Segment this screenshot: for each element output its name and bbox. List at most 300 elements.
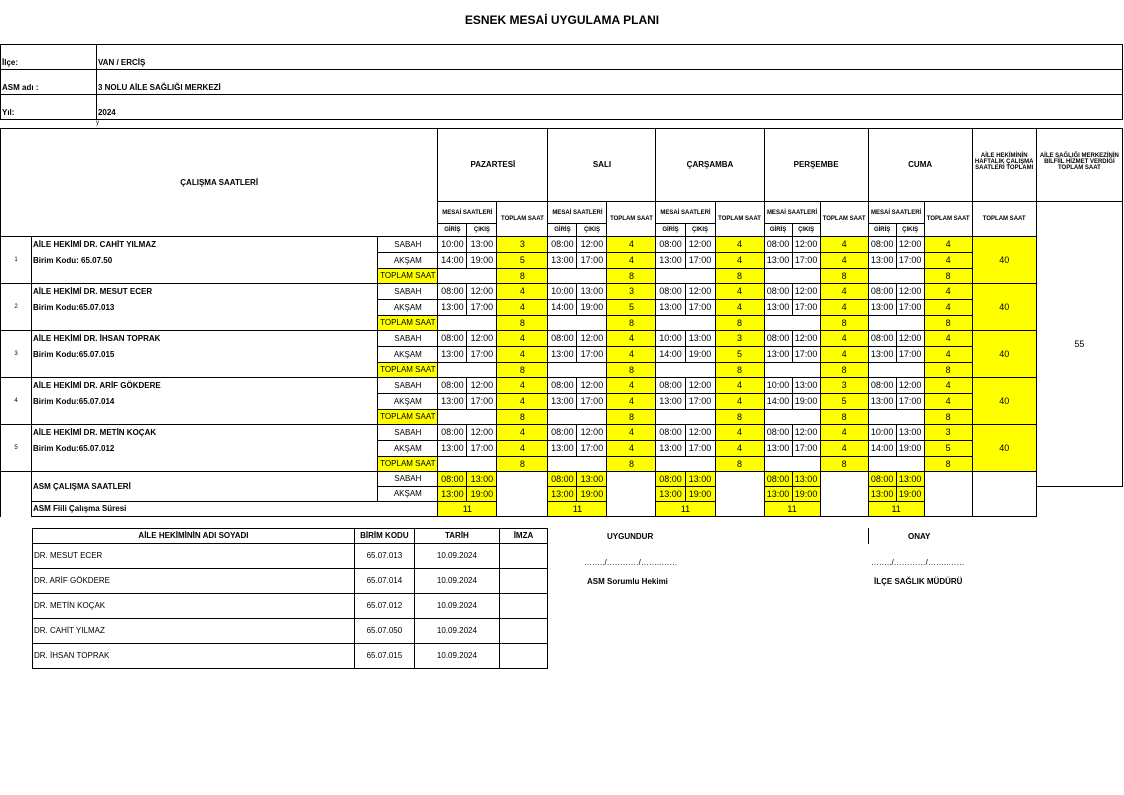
approval-divider xyxy=(868,528,869,544)
day-spacer xyxy=(764,269,820,284)
aksam-cikis: 17:00 xyxy=(577,347,607,363)
sig-date: 10.09.2024 xyxy=(414,594,499,619)
sig-date: 10.09.2024 xyxy=(414,644,499,669)
uygundur-label: UYGUNDUR xyxy=(607,532,654,541)
sabah-cikis: 12:00 xyxy=(577,237,607,253)
aksam-giris: 14:00 xyxy=(438,253,467,269)
sabah-giris: 08:00 xyxy=(438,378,467,394)
weekly-total: 40 xyxy=(972,331,1036,378)
aksam-giris: 13:00 xyxy=(656,441,685,457)
sabah-total: 3 xyxy=(924,425,972,441)
asm-fiili-label: ASM Fiili Çalışma Süresi xyxy=(32,502,438,517)
asm-sabah-giris: 08:00 xyxy=(438,472,467,487)
sabah-total: 4 xyxy=(715,284,764,300)
birim-kodu: Birim Kodu:65.07.013 xyxy=(32,300,378,316)
aksam-total: 4 xyxy=(820,253,868,269)
day-spacer xyxy=(764,316,820,331)
aksam-total: 4 xyxy=(924,394,972,410)
sabah-total: 3 xyxy=(607,284,656,300)
day-spacer xyxy=(868,410,924,425)
shift-label-aksam: AKŞAM xyxy=(378,347,438,363)
birim-kodu: Birim Kodu:65.07.012 xyxy=(32,441,378,457)
sabah-cikis: 12:00 xyxy=(896,378,924,394)
cikis-header: ÇIKIŞ xyxy=(467,224,497,237)
doctor-name: AİLE HEKİMİ DR. MESUT ECER xyxy=(32,284,378,300)
aksam-cikis: 17:00 xyxy=(467,347,497,363)
asm-aksam-cikis: 19:00 xyxy=(467,487,497,502)
sabah-cikis: 12:00 xyxy=(792,425,820,441)
aksam-giris: 13:00 xyxy=(656,394,685,410)
sig-birim-kodu: 65.07.015 xyxy=(354,644,414,669)
cikis-header: ÇIKIŞ xyxy=(685,224,715,237)
day-spacer xyxy=(764,363,820,378)
sabah-giris: 10:00 xyxy=(868,425,896,441)
doctor-number: 1 xyxy=(1,237,32,284)
name-spacer xyxy=(32,363,378,378)
aksam-giris: 13:00 xyxy=(548,347,577,363)
sabah-cikis: 12:00 xyxy=(685,425,715,441)
sabah-total: 4 xyxy=(607,425,656,441)
sig-birim-kodu: 65.07.050 xyxy=(354,619,414,644)
aksam-total: 5 xyxy=(497,253,548,269)
shift-label-toplam: TOPLAM SAAT xyxy=(378,457,438,472)
day-spacer xyxy=(656,457,715,472)
day-spacer xyxy=(438,363,497,378)
sig-doctor-name: DR. İHSAN TOPRAK xyxy=(33,644,355,669)
asm-name-value: 3 NOLU AİLE SAĞLIĞI MERKEZİ xyxy=(96,70,1122,95)
shift-label-aksam: AKŞAM xyxy=(378,441,438,457)
weekly-total: 40 xyxy=(972,284,1036,331)
day-total: 8 xyxy=(820,269,868,284)
asm-responsible-title: ASM Sorumlu Hekimi xyxy=(587,577,668,586)
shift-label-sabah: SABAH xyxy=(378,284,438,300)
sabah-giris: 08:00 xyxy=(764,425,792,441)
aksam-total: 4 xyxy=(820,347,868,363)
aksam-total: 4 xyxy=(607,394,656,410)
asm-spacer xyxy=(924,472,972,517)
toplam-saat-header: TOPLAM SAAT xyxy=(820,202,868,237)
day-total: 8 xyxy=(924,316,972,331)
sabah-giris: 08:00 xyxy=(548,237,577,253)
sabah-giris: 10:00 xyxy=(438,237,467,253)
weekly-toplam-header: TOPLAM SAAT xyxy=(972,202,1036,237)
asm-aksam-cikis: 19:00 xyxy=(685,487,715,502)
sig-signature-cell xyxy=(499,544,547,569)
sabah-cikis: 13:00 xyxy=(685,331,715,347)
day-total: 8 xyxy=(715,363,764,378)
aksam-total: 5 xyxy=(607,300,656,316)
sabah-total: 4 xyxy=(715,237,764,253)
sabah-cikis: 12:00 xyxy=(467,331,497,347)
sig-header: İMZA xyxy=(499,529,547,544)
aksam-cikis: 17:00 xyxy=(467,441,497,457)
day-spacer xyxy=(868,269,924,284)
day-total: 8 xyxy=(607,410,656,425)
sabah-giris: 10:00 xyxy=(764,378,792,394)
asm-fiili-value: 11 xyxy=(656,502,715,517)
aksam-giris: 13:00 xyxy=(548,253,577,269)
aksam-cikis: 19:00 xyxy=(685,347,715,363)
sabah-giris: 08:00 xyxy=(656,378,685,394)
day-spacer xyxy=(548,363,607,378)
sabah-total: 4 xyxy=(924,284,972,300)
sig-birim-kodu: 65.07.012 xyxy=(354,594,414,619)
district-label: İlçe: xyxy=(1,45,97,70)
aksam-giris: 13:00 xyxy=(868,347,896,363)
day-total: 8 xyxy=(497,410,548,425)
doctor-name: AİLE HEKİMİ DR. İHSAN TOPRAK xyxy=(32,331,378,347)
sig-signature-cell xyxy=(499,644,547,669)
sabah-cikis: 13:00 xyxy=(792,378,820,394)
shift-label-aksam: AKŞAM xyxy=(378,487,438,502)
sig-signature-cell xyxy=(499,594,547,619)
aksam-total: 4 xyxy=(715,300,764,316)
day-total: 8 xyxy=(820,316,868,331)
day-total: 8 xyxy=(607,363,656,378)
asm-sabah-cikis: 13:00 xyxy=(577,472,607,487)
district-director-title: İLÇE SAĞLIK MÜDÜRÜ xyxy=(874,577,963,586)
aksam-cikis: 17:00 xyxy=(577,253,607,269)
sabah-cikis: 12:00 xyxy=(792,237,820,253)
asm-sabah-giris: 08:00 xyxy=(868,472,896,487)
asm-aksam-giris: 13:00 xyxy=(548,487,577,502)
page-title: ESNEK MESAİ UYGULAMA PLANI xyxy=(464,13,660,27)
sabah-cikis: 12:00 xyxy=(792,284,820,300)
section-header: ÇALIŞMA SAATLERİ xyxy=(1,129,438,237)
sabah-total: 4 xyxy=(497,331,548,347)
aksam-cikis: 17:00 xyxy=(792,300,820,316)
day-spacer xyxy=(868,363,924,378)
asm-fiili-value: 11 xyxy=(438,502,497,517)
weekly-total: 40 xyxy=(972,425,1036,472)
asm-fiili-value: 11 xyxy=(548,502,607,517)
asm-sabah-cikis: 13:00 xyxy=(896,472,924,487)
birim-kodu: Birim Kodu:65.07.014 xyxy=(32,394,378,410)
toplam-saat-header: TOPLAM SAAT xyxy=(924,202,972,237)
shift-label-aksam: AKŞAM xyxy=(378,253,438,269)
sig-signature-cell xyxy=(499,619,547,644)
aksam-giris: 14:00 xyxy=(764,394,792,410)
cikis-header: ÇIKIŞ xyxy=(896,224,924,237)
aksam-cikis: 17:00 xyxy=(577,441,607,457)
day-spacer xyxy=(656,363,715,378)
sabah-giris: 08:00 xyxy=(548,331,577,347)
sabah-total: 4 xyxy=(820,331,868,347)
day-total: 8 xyxy=(607,269,656,284)
asm-aksam-giris: 13:00 xyxy=(438,487,467,502)
shift-label-sabah: SABAH xyxy=(378,378,438,394)
day-total: 8 xyxy=(715,410,764,425)
day-spacer xyxy=(764,410,820,425)
asm-aksam-cikis: 19:00 xyxy=(896,487,924,502)
doctor-number: 2 xyxy=(1,284,32,331)
aksam-giris: 13:00 xyxy=(764,441,792,457)
sabah-giris: 08:00 xyxy=(656,284,685,300)
sabah-cikis: 12:00 xyxy=(685,237,715,253)
aksam-giris: 13:00 xyxy=(548,441,577,457)
aksam-giris: 13:00 xyxy=(656,253,685,269)
sabah-cikis: 12:00 xyxy=(685,378,715,394)
sabah-giris: 08:00 xyxy=(548,425,577,441)
name-spacer xyxy=(32,269,378,284)
aksam-cikis: 17:00 xyxy=(685,394,715,410)
sabah-giris: 08:00 xyxy=(868,284,896,300)
year-label: Yıl: xyxy=(1,95,97,120)
aksam-total: 4 xyxy=(715,253,764,269)
giris-header: GİRİŞ xyxy=(656,224,685,237)
sabah-total: 4 xyxy=(497,378,548,394)
doctor-number: 4 xyxy=(1,378,32,425)
asm-aksam-cikis: 19:00 xyxy=(577,487,607,502)
onay-label: ONAY xyxy=(908,532,931,541)
sig-header: BİRİM KODU xyxy=(354,529,414,544)
day-total: 8 xyxy=(497,269,548,284)
date-dots-right: ……../…………/……..…… xyxy=(871,558,965,567)
aksam-giris: 13:00 xyxy=(764,253,792,269)
sabah-giris: 10:00 xyxy=(656,331,685,347)
sabah-total: 4 xyxy=(924,331,972,347)
shift-label-sabah: SABAH xyxy=(378,331,438,347)
day-header: PAZARTESİ xyxy=(438,129,548,202)
sabah-total: 4 xyxy=(924,237,972,253)
sabah-total: 4 xyxy=(607,331,656,347)
sig-doctor-name: DR. ARİF GÖKDERE xyxy=(33,569,355,594)
sabah-total: 3 xyxy=(715,331,764,347)
aksam-giris: 13:00 xyxy=(868,394,896,410)
day-total: 8 xyxy=(820,363,868,378)
aksam-total: 4 xyxy=(607,441,656,457)
asm-spacer xyxy=(820,472,868,517)
sig-header: TARİH xyxy=(414,529,499,544)
name-spacer xyxy=(32,410,378,425)
day-spacer xyxy=(438,316,497,331)
sabah-total: 4 xyxy=(497,425,548,441)
shift-label-toplam: TOPLAM SAAT xyxy=(378,269,438,284)
district-value: VAN / ERCİŞ xyxy=(96,45,1122,70)
asm-aksam-giris: 13:00 xyxy=(868,487,896,502)
day-spacer xyxy=(868,316,924,331)
aksam-cikis: 17:00 xyxy=(792,253,820,269)
aksam-cikis: 17:00 xyxy=(467,394,497,410)
sabah-total: 4 xyxy=(607,237,656,253)
asm-sabah-giris: 08:00 xyxy=(764,472,792,487)
sabah-giris: 08:00 xyxy=(868,331,896,347)
sabah-giris: 08:00 xyxy=(438,331,467,347)
aksam-giris: 13:00 xyxy=(438,441,467,457)
aksam-total: 4 xyxy=(820,441,868,457)
asm-aksam-cikis: 19:00 xyxy=(792,487,820,502)
giris-header: GİRİŞ xyxy=(438,224,467,237)
sabah-giris: 08:00 xyxy=(868,378,896,394)
aksam-cikis: 17:00 xyxy=(792,441,820,457)
sabah-cikis: 12:00 xyxy=(792,331,820,347)
aksam-total: 4 xyxy=(497,300,548,316)
sabah-total: 3 xyxy=(820,378,868,394)
aksam-total: 4 xyxy=(924,253,972,269)
shift-label-sabah: SABAH xyxy=(378,472,438,487)
sig-date: 10.09.2024 xyxy=(414,619,499,644)
asm-spacer xyxy=(715,472,764,517)
day-total: 8 xyxy=(924,457,972,472)
mesai-header: MESAİ SAATLERİ xyxy=(868,202,924,224)
aksam-total: 4 xyxy=(497,347,548,363)
day-total: 8 xyxy=(715,457,764,472)
asm-fiili-value: 11 xyxy=(868,502,924,517)
asm-fiili-value: 11 xyxy=(764,502,820,517)
day-total: 8 xyxy=(715,269,764,284)
doctor-name: AİLE HEKİMİ DR. ARİF GÖKDERE xyxy=(32,378,378,394)
aksam-giris: 13:00 xyxy=(868,253,896,269)
asm-spacer xyxy=(607,472,656,517)
day-spacer xyxy=(656,410,715,425)
day-header: PERŞEMBE xyxy=(764,129,868,202)
year-value: 2024 xyxy=(96,95,1122,120)
sabah-cikis: 13:00 xyxy=(467,237,497,253)
sabah-cikis: 12:00 xyxy=(577,425,607,441)
shift-label-aksam: AKŞAM xyxy=(378,300,438,316)
aksam-giris: 13:00 xyxy=(438,347,467,363)
sabah-giris: 08:00 xyxy=(764,331,792,347)
aksam-cikis: 17:00 xyxy=(685,441,715,457)
day-total: 8 xyxy=(924,410,972,425)
day-total: 8 xyxy=(924,269,972,284)
name-spacer xyxy=(32,316,378,331)
day-spacer xyxy=(656,269,715,284)
day-spacer xyxy=(548,316,607,331)
sabah-total: 4 xyxy=(924,378,972,394)
day-spacer xyxy=(656,316,715,331)
aksam-giris: 14:00 xyxy=(656,347,685,363)
sabah-giris: 08:00 xyxy=(656,425,685,441)
weekly-total: 40 xyxy=(972,378,1036,425)
aksam-giris: 13:00 xyxy=(656,300,685,316)
doctor-number: 3 xyxy=(1,331,32,378)
aksam-total: 5 xyxy=(715,347,764,363)
asm-total-value: 55 xyxy=(1036,202,1122,487)
day-total: 8 xyxy=(820,410,868,425)
giris-header: GİRİŞ xyxy=(868,224,896,237)
aksam-total: 4 xyxy=(924,300,972,316)
sabah-cikis: 12:00 xyxy=(467,378,497,394)
aksam-total: 4 xyxy=(497,394,548,410)
day-spacer xyxy=(764,457,820,472)
aksam-total: 4 xyxy=(820,300,868,316)
sabah-giris: 08:00 xyxy=(764,237,792,253)
schedule-table xyxy=(0,128,1123,517)
birim-kodu: Birim Kodu:65.07.015 xyxy=(32,347,378,363)
aksam-total: 5 xyxy=(924,441,972,457)
giris-header: GİRİŞ xyxy=(548,224,577,237)
name-spacer xyxy=(32,457,378,472)
sabah-total: 4 xyxy=(715,425,764,441)
birim-kodu: Birim Kodu: 65.07.50 xyxy=(32,253,378,269)
aksam-cikis: 19:00 xyxy=(896,441,924,457)
asm-sabah-cikis: 13:00 xyxy=(792,472,820,487)
sig-signature-cell xyxy=(499,569,547,594)
aksam-cikis: 17:00 xyxy=(896,253,924,269)
sabah-giris: 08:00 xyxy=(438,284,467,300)
sabah-cikis: 13:00 xyxy=(896,425,924,441)
asm-sabah-giris: 08:00 xyxy=(548,472,577,487)
day-header: ÇARŞAMBA xyxy=(656,129,764,202)
giris-header: GİRİŞ xyxy=(764,224,792,237)
sig-header: AİLE HEKİMİNİN ADI SOYADI xyxy=(33,529,355,544)
sabah-total: 3 xyxy=(497,237,548,253)
aksam-total: 4 xyxy=(497,441,548,457)
asm-spacer xyxy=(497,472,548,517)
sabah-cikis: 12:00 xyxy=(467,284,497,300)
mesai-header: MESAİ SAATLERİ xyxy=(764,202,820,224)
sabah-cikis: 12:00 xyxy=(467,425,497,441)
day-total: 8 xyxy=(497,363,548,378)
sabah-cikis: 12:00 xyxy=(577,378,607,394)
aksam-total: 4 xyxy=(715,441,764,457)
aksam-total: 4 xyxy=(715,394,764,410)
aksam-giris: 13:00 xyxy=(764,300,792,316)
sabah-total: 4 xyxy=(715,378,764,394)
sabah-total: 4 xyxy=(497,284,548,300)
aksam-giris: 13:00 xyxy=(868,300,896,316)
weekly-total-header: AİLE HEKİMİNİN HAFTALIK ÇALIŞMA SAATLERİ TOPLAMI xyxy=(972,129,1036,202)
doctor-name: AİLE HEKİMİ DR. CAHİT YILMAZ xyxy=(32,237,378,253)
aksam-cikis: 19:00 xyxy=(467,253,497,269)
asm-left-spacer xyxy=(1,472,32,517)
aksam-cikis: 17:00 xyxy=(577,394,607,410)
sabah-total: 4 xyxy=(820,284,868,300)
aksam-cikis: 17:00 xyxy=(896,300,924,316)
sig-date: 10.09.2024 xyxy=(414,544,499,569)
aksam-cikis: 19:00 xyxy=(577,300,607,316)
shift-label-sabah: SABAH xyxy=(378,425,438,441)
sabah-giris: 10:00 xyxy=(548,284,577,300)
toplam-saat-header: TOPLAM SAAT xyxy=(497,202,548,237)
sabah-giris: 08:00 xyxy=(548,378,577,394)
day-spacer xyxy=(548,269,607,284)
day-spacer xyxy=(548,457,607,472)
cikis-header: ÇIKIŞ xyxy=(577,224,607,237)
aksam-cikis: 19:00 xyxy=(792,394,820,410)
day-total: 8 xyxy=(820,457,868,472)
shift-label-toplam: TOPLAM SAAT xyxy=(378,363,438,378)
mesai-header: MESAİ SAATLERİ xyxy=(438,202,497,224)
aksam-cikis: 17:00 xyxy=(685,253,715,269)
sabah-cikis: 12:00 xyxy=(896,237,924,253)
sabah-total: 4 xyxy=(820,237,868,253)
sabah-giris: 08:00 xyxy=(656,237,685,253)
asm-total-header: AİLE SAĞLIĞI MERKEZİNİN BİLFİİL HİZMET VERDİĞİ TOPLAM SAAT xyxy=(1036,129,1122,202)
day-spacer xyxy=(868,457,924,472)
day-total: 8 xyxy=(607,316,656,331)
aksam-giris: 13:00 xyxy=(764,347,792,363)
sig-birim-kodu: 65.07.014 xyxy=(354,569,414,594)
aksam-cikis: 17:00 xyxy=(896,394,924,410)
day-total: 8 xyxy=(715,316,764,331)
doctor-number: 5 xyxy=(1,425,32,472)
sabah-cikis: 12:00 xyxy=(577,331,607,347)
aksam-total: 4 xyxy=(607,347,656,363)
aksam-giris: 14:00 xyxy=(548,300,577,316)
day-total: 8 xyxy=(607,457,656,472)
day-header: CUMA xyxy=(868,129,972,202)
day-spacer xyxy=(438,410,497,425)
sabah-total: 4 xyxy=(607,378,656,394)
sabah-cikis: 12:00 xyxy=(896,284,924,300)
mesai-header: MESAİ SAATLERİ xyxy=(548,202,607,224)
sig-birim-kodu: 65.07.013 xyxy=(354,544,414,569)
asm-aksam-giris: 13:00 xyxy=(764,487,792,502)
aksam-cikis: 17:00 xyxy=(792,347,820,363)
weekly-total: 40 xyxy=(972,237,1036,284)
